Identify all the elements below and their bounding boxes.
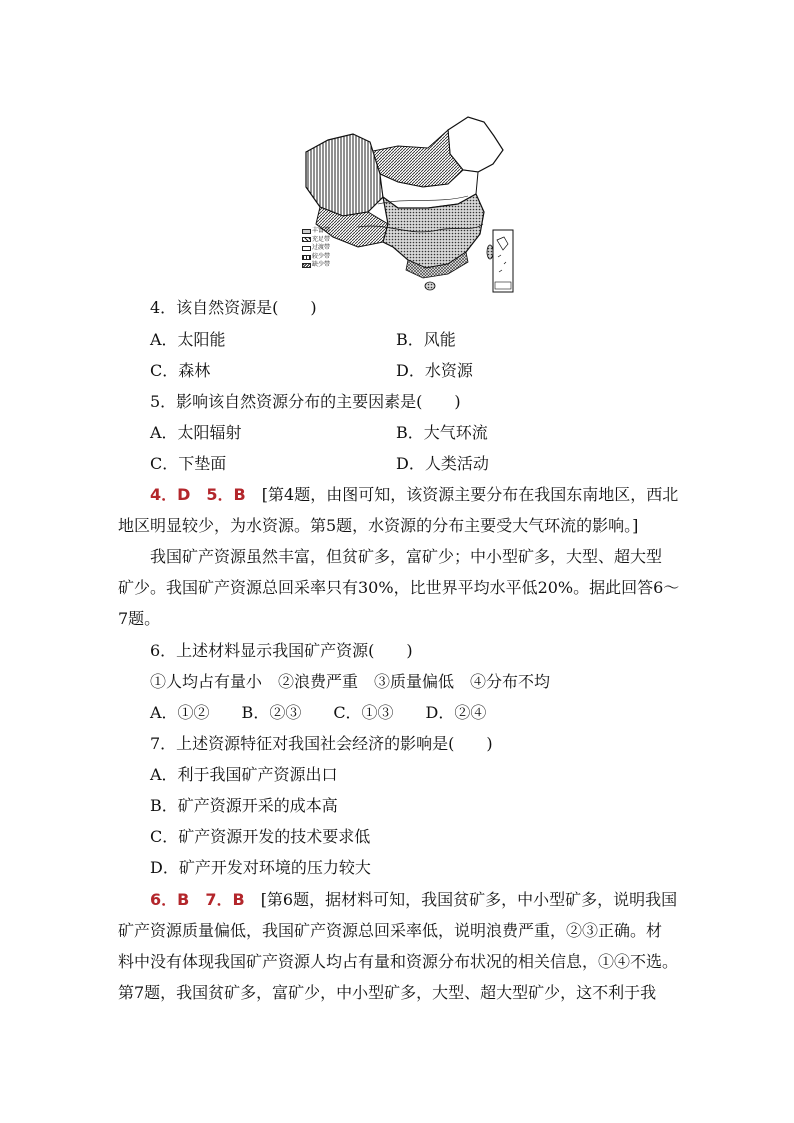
legend-transition: 过渡带 [312, 244, 331, 252]
legend-sufficient: 充足带 [312, 235, 331, 243]
legend-less: 较少带 [312, 252, 331, 260]
q7-option-a: A．利于我国矿产资源出口 [150, 765, 338, 784]
answer-4-5 [150, 484, 678, 506]
explanation-6-7-line2: 矿产资源质量偏低，我国矿产资源总回采率低，说明浪费严重，②③正确。材 [118, 921, 663, 940]
answer-key-6-7: 6．B 7．B [150, 890, 245, 909]
q6-options: A．①② B．②③ C．①③ D．②④ [150, 703, 487, 722]
material-line2: 矿少。我国矿产资源总回采率只有30%，比世界平均水平低20%。据此回答6～ [118, 578, 680, 597]
explanation-4-5-line1: [第4题，由图可知，该资源主要分布在我国东南地区，西北 [261, 485, 679, 504]
explanation-6-7-line3: 料中没有体现我国矿产资源人均占有量和资源分布状况的相关信息，①④不选。 [118, 952, 679, 971]
q7-option-c: C．矿产资源开发的技术要求低 [150, 827, 371, 846]
q4-option-b: B．风能 [396, 330, 456, 349]
region-northwest [306, 134, 383, 216]
q6-stem: 6．上述材料显示我国矿产资源( ) [150, 641, 413, 660]
q5-option-a: A．太阳辐射 [150, 423, 242, 442]
explanation-4-5-line2: 地区明显较少，为水资源。第5题，水资源的分布主要受大气环流的影响。] [118, 516, 639, 535]
answer-6-7 [150, 889, 677, 911]
q7-option-b: B．矿产资源开采的成本高 [150, 796, 338, 815]
explanation-6-7-line1: [第6题，据材料可知，我国贫矿多，中小型矿多，说明我国 [260, 890, 678, 909]
explanation-6-7-line4: 第7题，我国贫矿多，富矿少，中小型矿多，大型、超大型矿少，这不利于我 [118, 983, 657, 1002]
q6-items: ①人均占有量小 ②浪费严重 ③质量偏低 ④分布不均 [150, 672, 551, 691]
q5-option-c: C．下垫面 [150, 454, 227, 473]
q7-stem: 7．上述资源特征对我国社会经济的影响是( ) [150, 734, 493, 753]
answer-key-4-5: 4．D 5．B [150, 485, 246, 504]
material-line1: 我国矿产资源虽然丰富，但贫矿多，富矿少；中小型矿多，大型、超大型 [150, 547, 663, 566]
q5-option-d: D．人类活动 [396, 454, 489, 473]
map-legend [302, 227, 330, 270]
q5-option-b: B．大气环流 [396, 423, 488, 442]
q4-stem: 4．该自然资源是( ) [150, 298, 317, 317]
water-resource-map [298, 112, 514, 294]
q4-option-a: A．太阳能 [150, 330, 226, 349]
legend-lacking: 缺少带 [312, 261, 331, 269]
q7-option-d: D．矿产开发对环境的压力较大 [150, 858, 371, 877]
q5-stem: 5．影响该自然资源分布的主要因素是( ) [150, 392, 461, 411]
q4-option-c: C．森林 [150, 361, 211, 380]
material-line3: 7题。 [118, 609, 161, 628]
q4-option-d: D．水资源 [396, 361, 473, 380]
legend-rich: 丰富带 [312, 227, 331, 234]
